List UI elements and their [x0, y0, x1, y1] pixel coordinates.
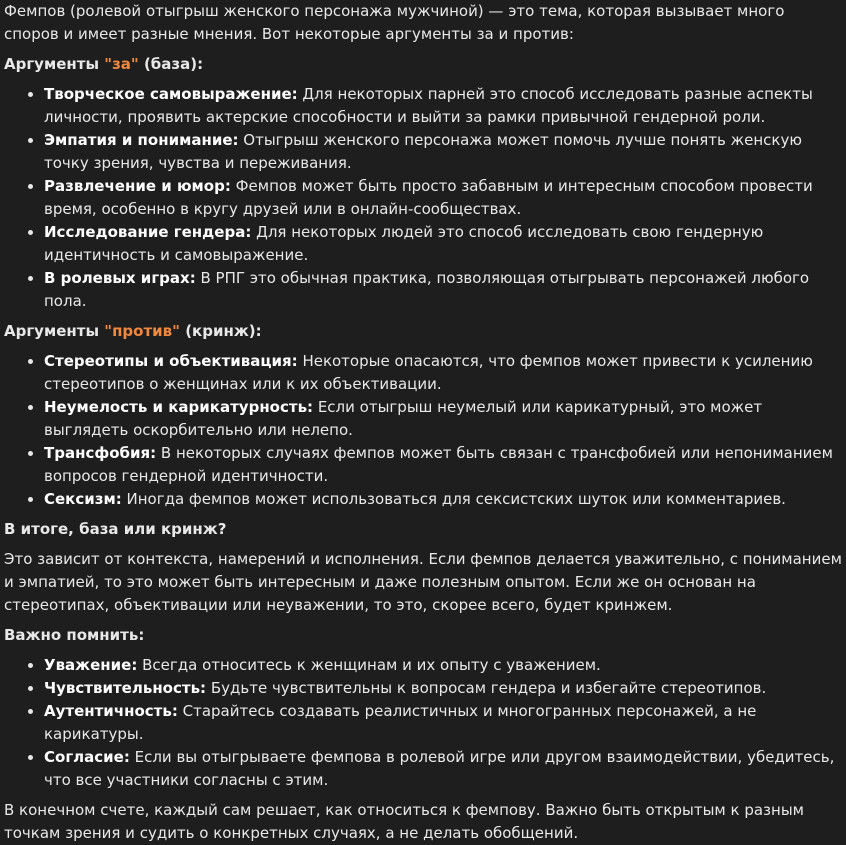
list-item: [44, 442, 842, 488]
list-item: [44, 221, 842, 267]
summary-paragraph: Это зависит от контекста, намерений и исполнения. Если фемпов делается уважительно, с пониманием и эмпатией, то это может быть интересным и даже полезным опытом. Если же он основан на стереотипах, объективации или неуважении, то это, скорее всего, будет кринжем.: [4, 550, 842, 614]
remember-heading: Важно помнить:: [4, 626, 145, 644]
against-list: [4, 350, 842, 511]
against-heading-prefix: Аргументы: [4, 322, 105, 340]
item-text: Для некоторых парней это способ исследовать разные аспекты личности, проявить актерские способности и выйти за рамки привычной гендерной роли.: [44, 85, 813, 126]
item-text: Для некоторых людей это способ исследовать свою гендерную идентичность и самовыражение.: [44, 223, 764, 264]
list-item: [44, 654, 842, 677]
list-item: [44, 396, 842, 442]
item-text: Будьте чувствительны к вопросам гендера и избегайте стереотипов.: [206, 679, 767, 697]
for-heading: [4, 53, 842, 76]
item-title: Творческое самовыражение:: [44, 85, 298, 103]
summary-heading: В итоге, база или кринж?: [4, 520, 227, 538]
remember-list: [4, 654, 842, 792]
intro-paragraph: Фемпов (ролевой отыгрыш женского персонажа мужчиной) — это тема, которая вызывает много споров и имеет разные мнения. Вот некоторые аргументы за и против:: [4, 2, 785, 43]
list-item: [44, 129, 842, 175]
item-title: Уважение:: [44, 656, 138, 674]
item-text: Всегда относитесь к женщинам и их опыту с уважением.: [137, 656, 601, 674]
item-text: Отыгрыш женского персонажа может помочь лучше понять женскую точку зрения, чувства и переживания.: [44, 131, 802, 172]
item-text: Старайтесь создавать реалистичных и многогранных персонажей, а не карикатуры.: [44, 702, 757, 743]
list-item: [44, 83, 842, 129]
item-text: Некоторые опасаются, что фемпов может привести к усилению стереотипов о женщинах или к их объективации.: [44, 352, 813, 393]
item-title: Развлечение и юмор:: [44, 177, 231, 195]
item-text: Иногда фемпов может использоваться для сексистских шуток или комментариев.: [121, 490, 786, 508]
list-item: [44, 677, 842, 700]
against-heading-quoted: "против": [104, 322, 180, 340]
item-title: Стереотипы и объективация:: [44, 352, 298, 370]
item-text: Фемпов может быть просто забавным и интересным способом провести время, особенно в кругу друзей или в онлайн-сообществах.: [44, 177, 813, 218]
against-heading: [4, 320, 842, 343]
item-text: Если вы отыгрываете фемпова в ролевой игре или другом взаимодействии, убедитесь, что все участники согласны с этим.: [44, 748, 835, 789]
item-text: В РПГ это обычная практика, позволяющая отыгрывать персонажей любого пола.: [44, 269, 810, 310]
list-item: [44, 267, 842, 313]
list-item: [44, 488, 842, 511]
list-item: [44, 175, 842, 221]
item-title: Исследование гендера:: [44, 223, 252, 241]
item-title: Чувствительность:: [44, 679, 207, 697]
against-heading-suffix: (кринж):: [179, 322, 262, 340]
for-heading-suffix: (база):: [138, 55, 204, 73]
list-item: [44, 350, 842, 396]
item-text: Если отыгрыш неумелый или карикатурный, это может выглядеть оскорбительно или нелепо.: [44, 398, 763, 439]
item-title: Неумелость и карикатурность:: [44, 398, 314, 416]
item-title: Эмпатия и понимание:: [44, 131, 239, 149]
item-title: Согласие:: [44, 748, 130, 766]
item-text: В некоторых случаях фемпов может быть связан с трансфобией или непониманием вопросов гендерной идентичности.: [44, 444, 833, 485]
for-heading-quoted: "за": [104, 55, 139, 73]
item-title: Аутентичность:: [44, 702, 178, 720]
item-title: Трансфобия:: [44, 444, 157, 462]
item-title: В ролевых играх:: [44, 269, 196, 287]
conclusion-paragraph: В конечном счете, каждый сам решает, как относиться к фемпову. Важно быть открытым к разным точкам зрения и судить о конкретных случаях, а не делать обобщений.: [4, 801, 804, 842]
list-item: [44, 746, 842, 792]
item-title: Сексизм:: [44, 490, 122, 508]
for-list: [4, 83, 842, 313]
list-item: [44, 700, 842, 746]
for-heading-prefix: Аргументы: [4, 55, 105, 73]
